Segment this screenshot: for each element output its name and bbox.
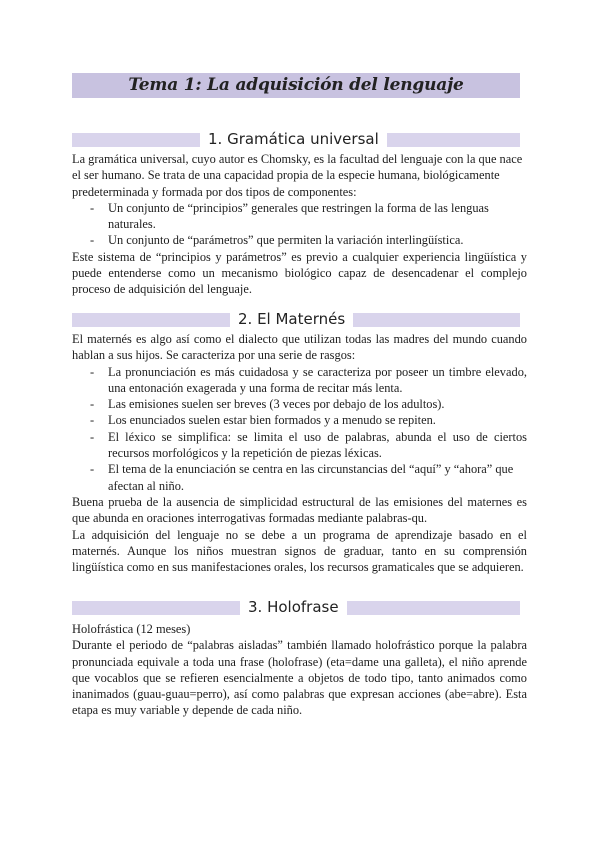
paragraph: Este sistema de “principios y parámetros” es previo a cualquier experiencia lingüística y puede entenderse como un mecanismo biológico capaz de desencadenar el complejo proceso de adquisición del lenguaje. (72, 249, 527, 297)
page-title-bar (72, 73, 520, 98)
section-heading-maternes (72, 310, 520, 329)
paragraph: El maternés es algo así como el dialecto que utilizan todas las madres del mundo cuando hablan a sus hijos. Se caracteriza por una serie de rasgos: (72, 332, 527, 363)
paragraph: La gramática universal, cuyo autor es Chomsky, es la facultad del lenguaje con la que nace el ser humano. Se trata de una capacidad propia de la especie humana, biológicamente predeterminada y formada por dos tipos de componentes: (72, 152, 523, 199)
section-body-gramatica (72, 151, 527, 298)
paragraph: Buena prueba de la ausencia de simplicidad estructural de las emisiones del maternes es que abunda en oraciones interrogativas formadas mediante palabras-qu. (72, 494, 527, 526)
section-title: 1. Gramática universal (200, 130, 387, 149)
subtitle: Holofrástica (12 meses) (72, 622, 191, 636)
section-body-maternes (72, 331, 527, 575)
section-title: 3. Holofrase (240, 598, 347, 617)
list-item: - El léxico se simplifica: se limita el uso de palabras, abunda el uso de ciertos recursos morfológicos y la repetición de piezas léxicas. (72, 429, 527, 462)
section-body-holofrase (72, 621, 527, 719)
page-title: Tema 1: La adquisición del lenguaje (128, 75, 464, 95)
paragraph: La adquisición del lenguaje no se debe a un programa de aprendizaje basado en el maternés. Aunque los niños muestran signos de graduar, tanto en su comprensión lingüística como en sus manifestaciones orales, los recursos gramaticales que se adquieren. (72, 527, 527, 575)
paragraph: Durante el periodo de “palabras aisladas” también llamado holofrástico porque la palabra pronunciada equivale a toda una frase (holofrase) (eta=dame una galleta), el niño aprende que vocablos que se refieren esencialmente a objetos de todo tipo, tanto animados como inanimados (guau-guau=perro), así como palabras que expresan acciones (abe=abre). Esta etapa es muy variable y depende de cada niño. (72, 638, 527, 718)
list-item: - Las emisiones suelen ser breves (3 veces por debajo de los adultos). (72, 396, 527, 412)
list-item: - Los enunciados suelen estar bien formados y a menudo se repiten. (72, 412, 527, 428)
section-heading-holofrase (72, 598, 520, 617)
section-title: 2. El Maternés (230, 310, 353, 329)
list-item: - Un conjunto de “principios” generales que restringen la forma de las lenguas naturales. (72, 200, 527, 233)
list-item: - Un conjunto de “parámetros” que permiten la variación interlingüística. (72, 232, 527, 248)
list-item: - La pronunciación es más cuidadosa y se caracteriza por poseer un timbre elevado, una entonación exagerada y una forma de recitar más lenta. (72, 364, 527, 397)
bullet-list (72, 364, 527, 494)
bullet-list (72, 200, 527, 249)
list-item: - El tema de la enunciación se centra en las circunstancias del “aquí” y “ahora” que afectan al niño. (72, 461, 527, 494)
section-heading-gramatica (72, 130, 520, 149)
